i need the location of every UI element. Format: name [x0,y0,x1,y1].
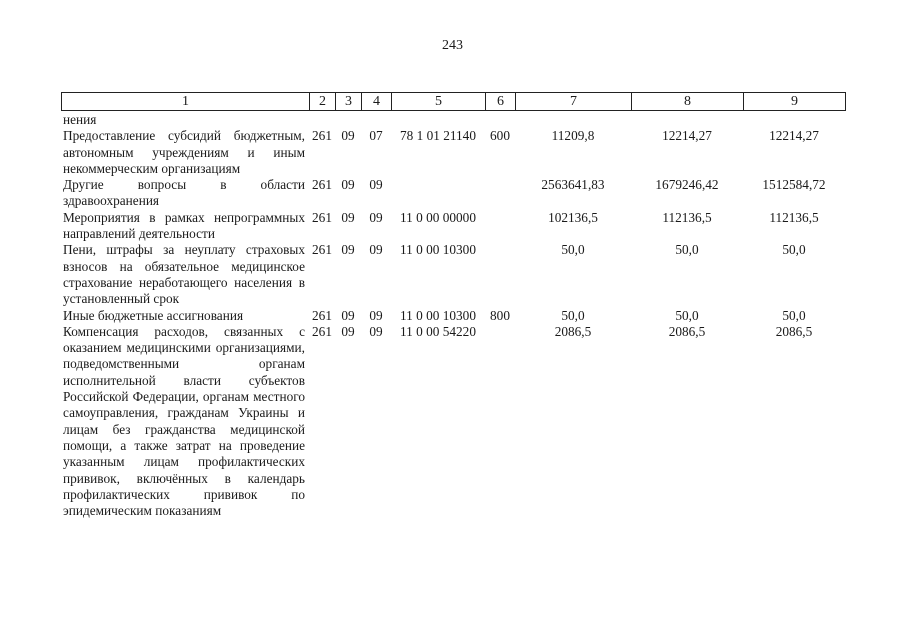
row-name: Компенсация расходов, связанных с оказанием медицинскими организациями, подведомственными органам исполнительной власти субъектов Российской Федерации, органам местного самоуправления, гражданам Украины и лицам без гражданства медицинской помощи, а также затрат на проведение указанным лицам профилактических прививок, включённых в календарь профилактических прививок по эпидемическим показаниям [63,323,305,519]
cell-amount-1: 50,0 [561,307,585,323]
cell-section [335,112,361,128]
table-header [61,92,846,111]
cell-subsection: 09 [369,209,383,225]
table-row [61,128,845,177]
cell-section: 09 [341,209,355,225]
column-header-1: 1 [62,93,310,111]
cell-admin-code: 261 [312,177,332,193]
cell-admin-code: 261 [312,209,332,225]
cell-section: 09 [341,307,355,323]
page-number: 243 [442,38,463,53]
cell-amount-2: 50,0 [675,242,699,258]
row-name: нения [63,112,97,127]
cell-target-article: 11 0 00 54220 [400,323,476,339]
row-name: Пени, штрафы за неуплату страховых взносов на обязательное медицинское страхование неработающего населения в установленный срок [63,242,305,307]
cell-subsection: 07 [369,128,383,144]
cell-expense-type [485,177,515,210]
column-header-3: 3 [336,93,362,111]
cell-amount-1 [515,112,631,128]
cell-admin-code: 261 [312,242,332,258]
table-row [61,177,845,210]
cell-amount-3: 2086,5 [775,323,813,339]
column-header-2: 2 [310,93,336,111]
cell-target-article: 78 1 01 21140 [400,128,476,144]
table-row [61,210,845,243]
cell-admin-code: 261 [312,128,332,144]
cell-subsection: 09 [369,307,383,323]
column-header-6: 6 [486,93,516,111]
cell-amount-2: 2086,5 [668,323,706,339]
table-row [61,308,845,324]
cell-amount-2: 112136,5 [662,209,712,225]
cell-admin-code: 261 [312,307,332,323]
cell-target-article: 11 0 00 10300 [400,242,476,258]
cell-admin-code: 261 [312,323,332,339]
cell-amount-2: 1679246,42 [655,177,719,193]
cell-amount-1: 2086,5 [554,323,592,339]
cell-expense-type: 800 [490,307,510,323]
table-row [61,242,845,307]
cell-amount-1: 50,0 [561,242,585,258]
row-name: Мероприятия в рамках непрограммных направлений деятельности [63,209,305,242]
cell-expense-type [485,112,515,128]
cell-target-article: 11 0 00 10300 [400,307,476,323]
cell-amount-3: 112136,5 [769,209,819,225]
cell-section: 09 [341,177,355,193]
cell-amount-3: 12214,27 [769,128,819,144]
table-row [61,324,845,520]
cell-amount-2: 50,0 [675,307,699,323]
column-header-8: 8 [632,93,744,111]
cell-subsection: 09 [369,242,383,258]
row-name: Предоставление субсидий бюджетным, автономным учреждениям и иным некоммерческим организациям [63,128,305,176]
cell-expense-type [485,210,515,243]
cell-amount-3 [743,112,845,128]
table-row [61,112,845,128]
cell-expense-type [485,242,515,307]
cell-subsection: 09 [369,177,383,193]
cell-amount-1: 102136,5 [548,209,598,225]
cell-expense-type [485,324,515,520]
cell-amount-3: 50,0 [782,307,806,323]
cell-amount-1: 2563641,83 [541,177,605,193]
cell-target-article [391,177,485,210]
column-header-9: 9 [744,93,846,111]
column-header-5: 5 [392,93,486,111]
cell-amount-3: 1512584,72 [762,177,826,193]
cell-amount-3: 50,0 [782,242,806,258]
cell-amount-2 [631,112,743,128]
column-header-4: 4 [362,93,392,111]
cell-target-article [391,112,485,128]
cell-section: 09 [341,128,355,144]
cell-expense-type: 600 [490,128,510,144]
row-name: Иные бюджетные ассигнования [63,307,244,323]
cell-subsection: 09 [369,323,383,339]
cell-section: 09 [341,323,355,339]
row-name: Другие вопросы в области здравоохранения [63,177,305,209]
budget-table [61,112,845,519]
cell-section: 09 [341,242,355,258]
cell-amount-2: 12214,27 [662,128,712,144]
cell-target-article: 11 0 00 00000 [400,209,476,225]
cell-admin-code [309,112,335,128]
column-header-7: 7 [516,93,632,111]
cell-subsection [361,112,391,128]
cell-amount-1: 11209,8 [551,128,595,144]
